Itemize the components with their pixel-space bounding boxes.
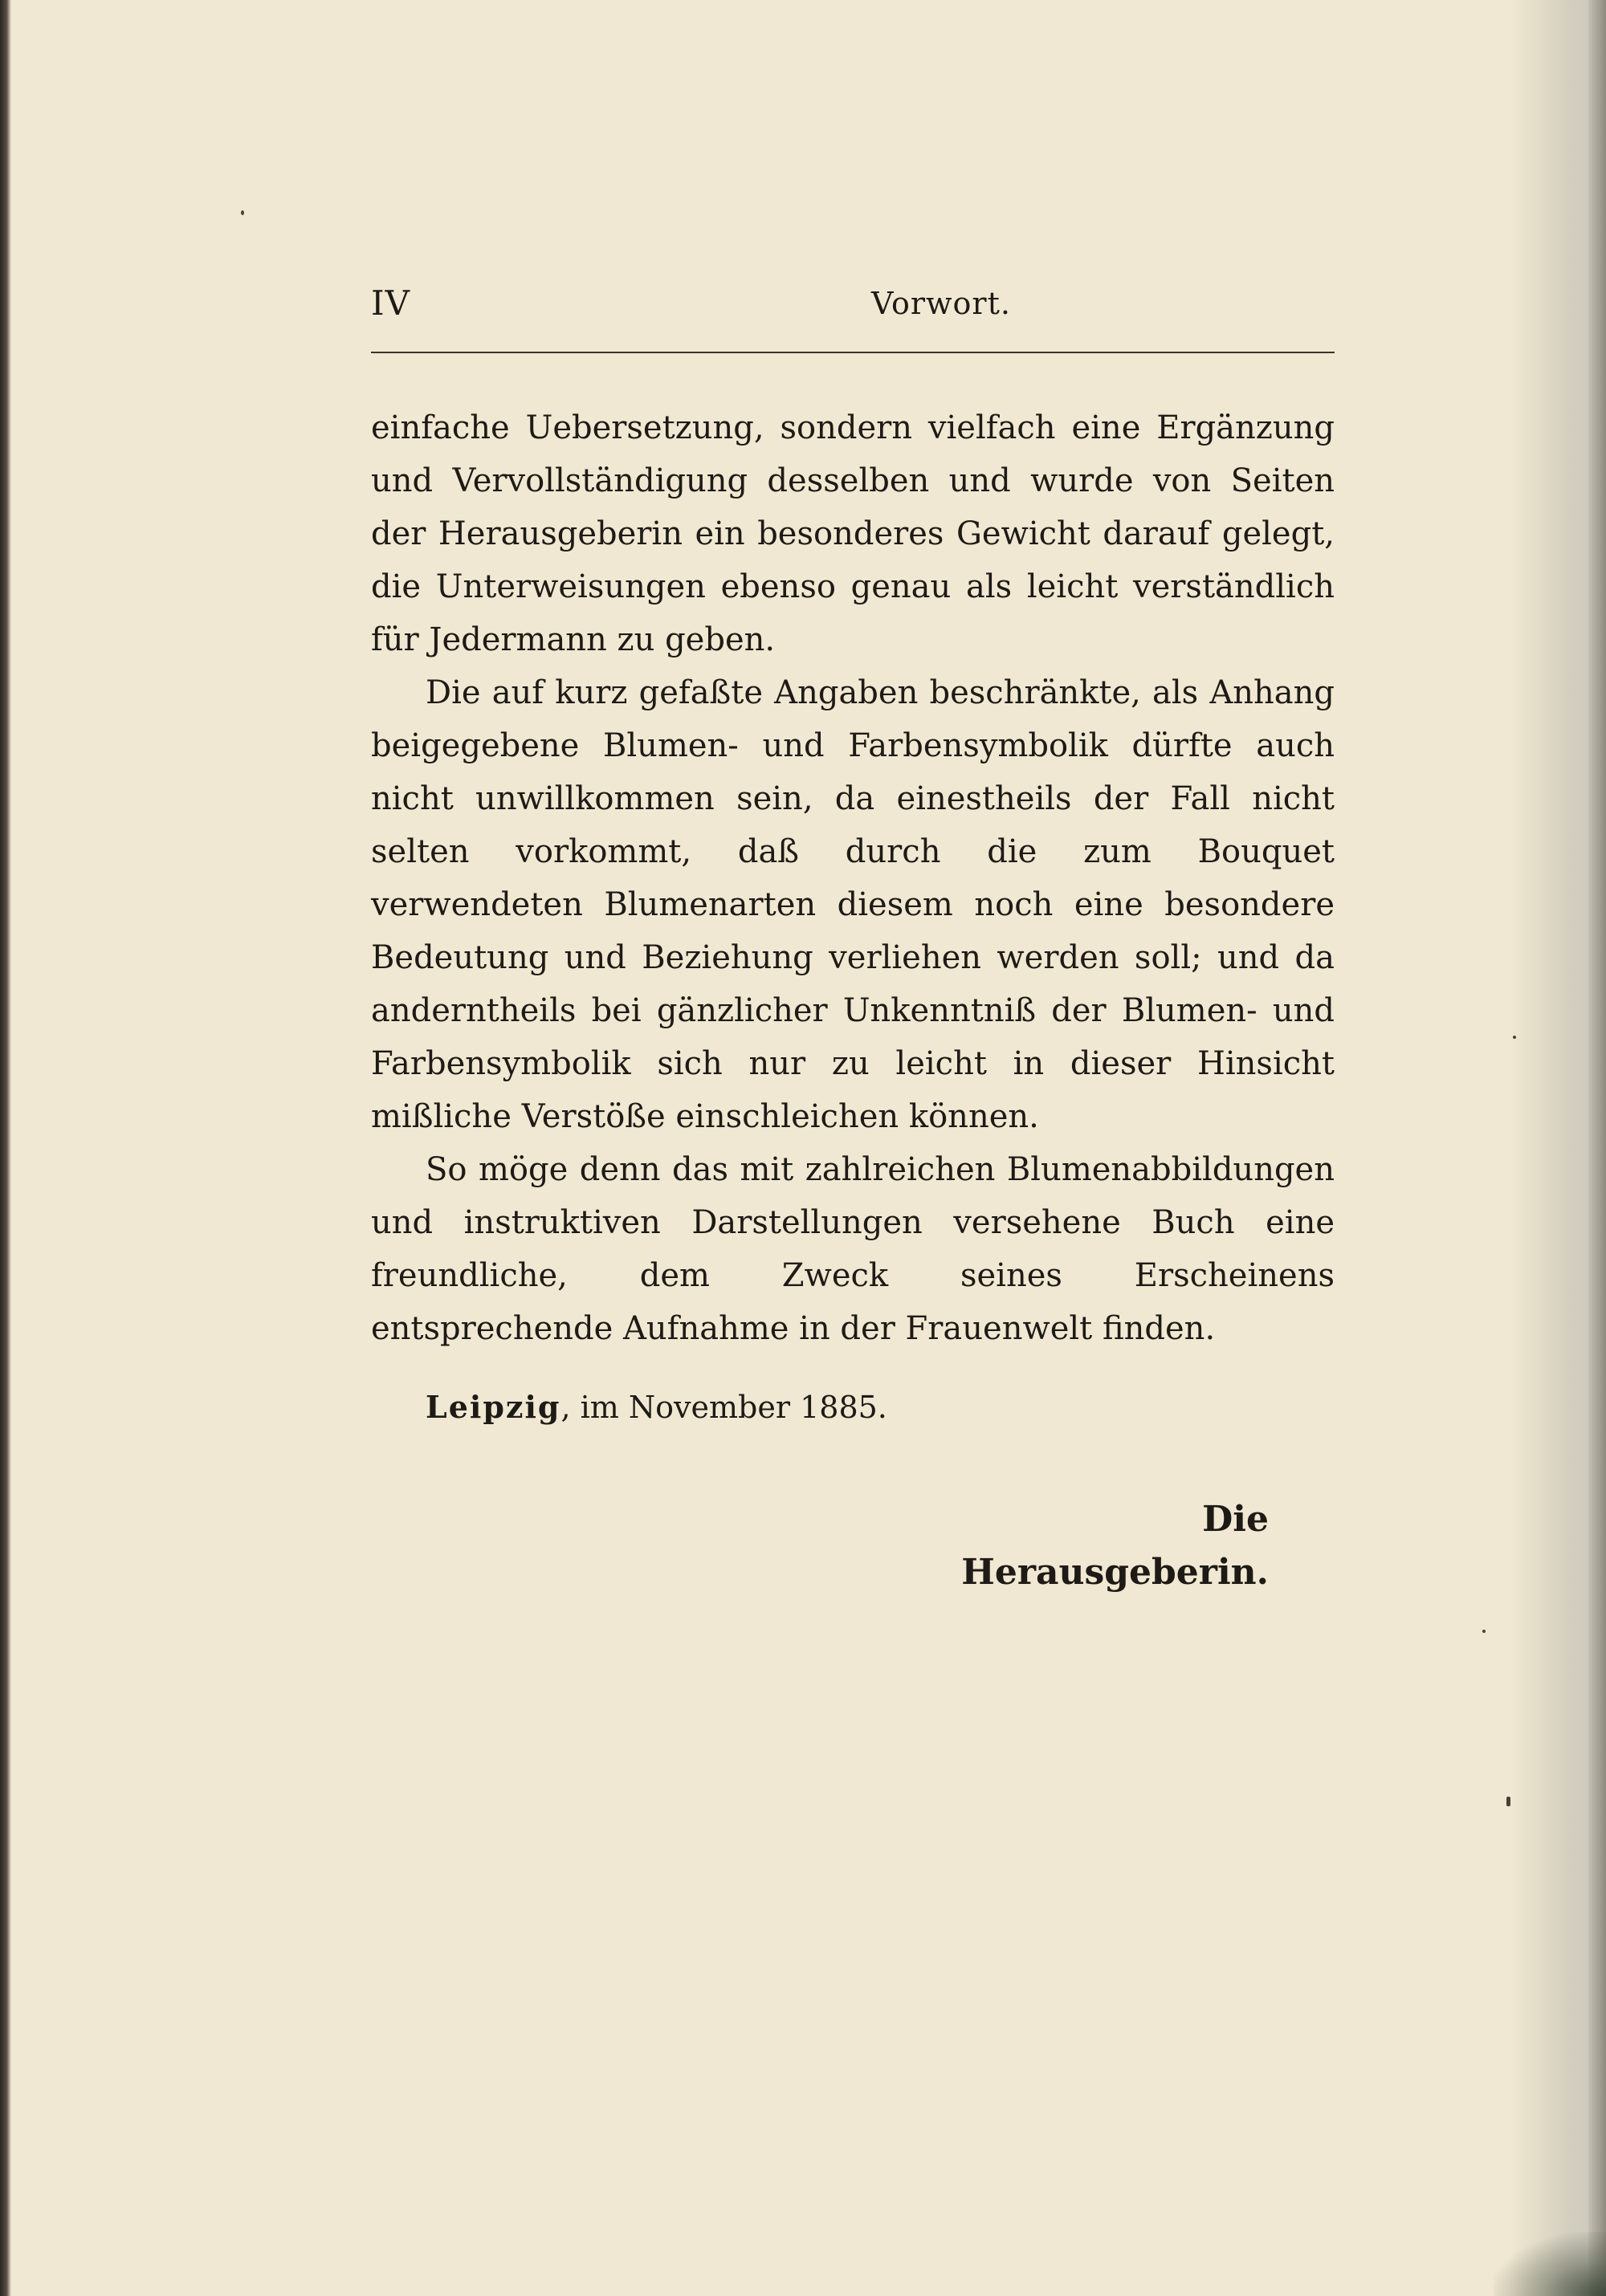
page-edge [1510,0,1606,2296]
signature: Die Herausgeberin. [961,1499,1269,1593]
paper-speck [1513,1036,1516,1039]
paper-speck [241,210,244,215]
dateline-date: , im November 1885. [560,1390,887,1425]
running-title: Vorwort. [871,286,1011,321]
paper-speck [1506,1797,1510,1806]
preface-text [371,401,1335,1355]
header-rule [371,352,1335,353]
binding-shadow [1494,2232,1606,2296]
paper-speck [1482,1630,1486,1633]
paragraph: einfache Uebersetzung, sondern vielfach eine Ergänzung und Vervollständigung desselben und wurde von Seiten der Herausgeberin ein besonderes Gewicht darauf gelegt, die Unterweisungen ebenso genau als leicht verständlich für Jedermann zu geben. [371,409,1335,658]
dateline [426,1381,887,1434]
paragraph: So möge denn das mit zahlreichen Blumenabbildungen und instruktiven Darstellungen versehene Buch eine freundliche, dem Zweck seines Erscheinens entsprechende Aufnahme in der Frauenwelt finden. [371,1151,1335,1347]
paragraph: Die auf kurz gefaßte Angaben beschränkte, als Anhang beigegebene Blumen- und Farbensymbolik dürfte auch nicht unwillkommen sein, da einestheils der Fall nicht selten vorkommt, daß durch die zum Bouquet verwendeten Blumenarten diesem noch eine besondere Bedeutung und Beziehung verliehen werden soll; und da anderntheils bei gänzlicher Unkenntniß der Blumen- und Farbensymbolik sich nur zu leicht in dieser Hinsicht mißliche Verstöße einschleichen können. [371,674,1335,1135]
dateline-place: Leipzig [426,1389,561,1425]
page-header [371,279,1335,328]
page-number: IV [371,283,410,323]
